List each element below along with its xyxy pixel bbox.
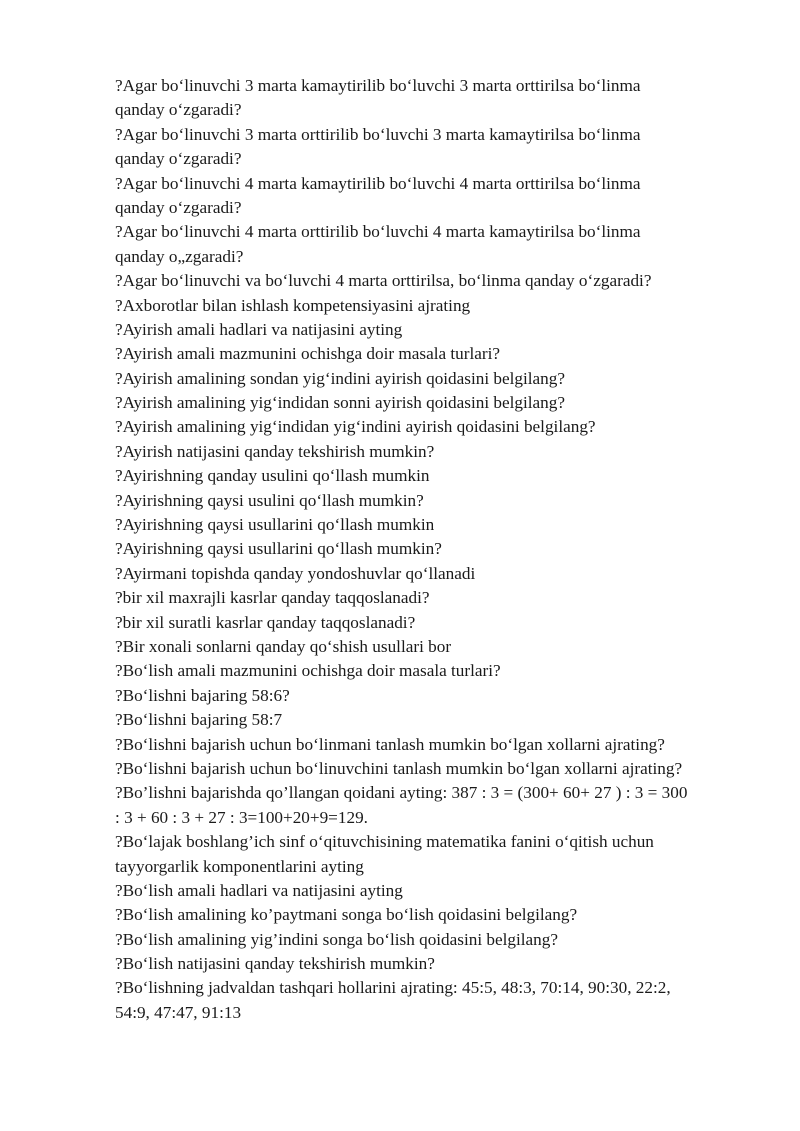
text-line-10: ?Axborotlar bilan ishlash kompetensiyasini ajrating bbox=[115, 295, 471, 315]
text-line-22: ?bir xil maxrajli kasrlar qanday taqqoslanadi? bbox=[115, 588, 430, 608]
text-line-34: ?Bo‘lish amali hadlari va natijasini ayting bbox=[115, 880, 403, 900]
text-line-4: qanday o‘zgaradi? bbox=[115, 149, 242, 169]
text-line-15: ?Ayirish amalining yig‘indidan yig‘indini ayirish qoidasini belgilang? bbox=[115, 417, 596, 437]
question-list bbox=[115, 74, 755, 1025]
text-line-24: ?Bir xonali sonlarni qanday qo‘shish usullari bor bbox=[115, 636, 452, 656]
text-line-9: ?Agar bo‘linuvchi va bo‘luvchi 4 marta orttirilsa, bo‘linma qanday o‘zgaradi? bbox=[115, 271, 652, 291]
text-line-39: 54:9, 47:47, 91:13 bbox=[115, 1002, 242, 1022]
text-line-1: ?Agar bo‘linuvchi 3 marta kamaytirilib bo‘luvchi 3 marta orttirilsa bo‘linma bbox=[115, 76, 641, 95]
text-line-21: ?Ayirmani topishda qanday yondoshuvlar qo‘llanadi bbox=[115, 563, 476, 583]
text-line-38: ?Bo‘lishning jadvaldan tashqari hollarini ajrating: 45:5, 48:3, 70:14, 90:30, 22:2, bbox=[115, 978, 671, 998]
text-line-12: ?Ayirish amali mazmunini ochishga doir masala turlari? bbox=[115, 344, 501, 364]
text-line-27: ?Bo‘lishni bajaring 58:7 bbox=[115, 710, 283, 730]
text-line-23: ?bir xil suratli kasrlar qanday taqqoslanadi? bbox=[115, 612, 416, 632]
text-line-3: ?Agar bo‘linuvchi 3 marta orttirilib bo‘luvchi 3 marta kamaytirilsa bo‘linma bbox=[115, 124, 641, 144]
text-line-13: ?Ayirish amalining sondan yig‘indini ayirish qoidasini belgilang? bbox=[115, 368, 565, 388]
text-line-25: ?Bo‘lish amali mazmunini ochishga doir masala turlari? bbox=[115, 661, 501, 681]
text-line-32: ?Bo‘lajak boshlang’ich sinf o‘qituvchisining matematika fanini o‘qitish uchun bbox=[115, 832, 654, 852]
text-line-17: ?Ayirishning qanday usulini qo‘llash mumkin bbox=[115, 466, 430, 486]
text-line-5: ?Agar bo‘linuvchi 4 marta kamaytirilib bo‘luvchi 4 marta orttirilsa bo‘linma bbox=[115, 173, 641, 193]
text-line-37: ?Bo‘lish natijasini qanday tekshirish mumkin? bbox=[115, 954, 435, 974]
text-line-16: ?Ayirish natijasini qanday tekshirish mumkin? bbox=[115, 441, 435, 461]
text-line-29: ?Bo‘lishni bajarish uchun bo‘linuvchini tanlash mumkin bo‘lgan xollarni ajrating? bbox=[115, 758, 683, 778]
text-line-14: ?Ayirish amalining yig‘indidan sonni ayirish qoidasini belgilang? bbox=[115, 393, 565, 413]
text-line-7: ?Agar bo‘linuvchi 4 marta orttirilib bo‘luvchi 4 marta kamaytirilsa bo‘linma bbox=[115, 222, 641, 242]
text-line-31: : 3 + 60 : 3 + 27 : 3=100+20+9=129. bbox=[115, 807, 368, 827]
text-line-6: qanday o‘zgaradi? bbox=[115, 197, 242, 217]
text-line-30: ?Bo’lishni bajarishda qo’llangan qoidani ayting: 387 : 3 = (300+ 60+ 27 ) : 3 = 300 bbox=[115, 783, 688, 803]
text-line-36: ?Bo‘lish amalining yig’indini songa bo‘lish qoidasini belgilang? bbox=[115, 929, 558, 949]
text-line-8: qanday o„zgaradi? bbox=[115, 246, 244, 266]
text-line-2: qanday o‘zgaradi? bbox=[115, 100, 242, 120]
text-line-26: ?Bo‘lishni bajaring 58:6? bbox=[115, 685, 290, 705]
text-line-20: ?Ayirishning qaysi usullarini qo‘llash mumkin? bbox=[115, 539, 442, 559]
text-line-35: ?Bo‘lish amalining ko’paytmani songa bo‘lish qoidasini belgilang? bbox=[115, 905, 578, 925]
text-line-19: ?Ayirishning qaysi usullarini qo‘llash mumkin bbox=[115, 515, 435, 535]
text-line-28: ?Bo‘lishni bajarish uchun bo‘linmani tanlash mumkin bo‘lgan xollarni ajrating? bbox=[115, 734, 665, 754]
text-line-33: tayyorgarlik komponentlarini ayting bbox=[115, 856, 364, 876]
text-line-11: ?Ayirish amali hadlari va natijasini ayting bbox=[115, 319, 403, 339]
text-line-18: ?Ayirishning qaysi usulini qo‘llash mumkin? bbox=[115, 490, 424, 510]
